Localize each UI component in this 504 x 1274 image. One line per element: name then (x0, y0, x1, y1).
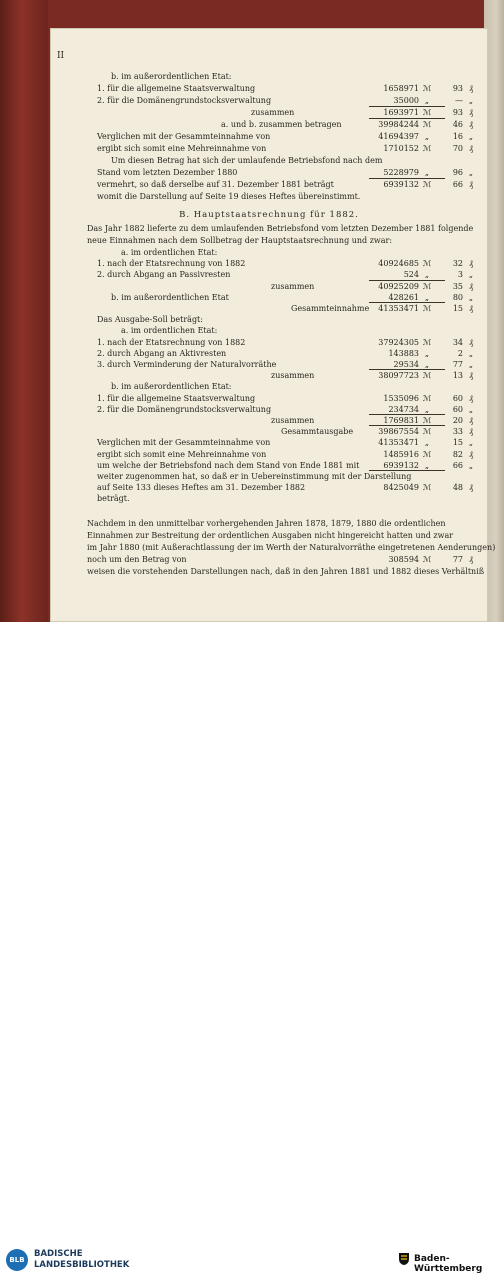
ledger-unit: ℳ (422, 371, 432, 381)
ledger-cur: ₰ (469, 84, 473, 93)
ledger-row (97, 437, 487, 449)
ledger-unit: ℳ (422, 449, 432, 459)
sum-rule (369, 106, 445, 107)
ledger-num: 46 (452, 120, 463, 129)
ledger-amount: 1693971 (383, 108, 419, 117)
ledger-unit: ℳ (422, 281, 432, 291)
ledger-cur: ₰ (469, 337, 473, 347)
ledger-cur: „ (468, 404, 474, 414)
ledger-label: b. im außerordentlichen Etat: (111, 382, 232, 392)
ledger-unit: „ (424, 132, 430, 141)
ledger-cur: „ (468, 438, 474, 448)
sum-rule (369, 178, 445, 179)
ledger-label: 1. für die allgemeine Staatsverwaltung (97, 393, 256, 403)
ledger-row (111, 71, 487, 83)
ledger-unit: „ (424, 96, 430, 105)
ledger-unit: ℳ (422, 393, 432, 403)
ledger-row (271, 370, 487, 382)
ledger-unit: „ (424, 168, 430, 177)
ledger-num: 13 (452, 371, 463, 381)
ledger-amount: 1769831 (383, 416, 419, 425)
ledger-num: 60 (452, 404, 463, 414)
ledger-row (291, 303, 487, 315)
ledger-amount: 40924685 (378, 259, 419, 269)
ledger-num: 33 (452, 427, 463, 437)
ledger-cur: „ (468, 348, 474, 358)
ledger-label: 3. durch Verminderung der Naturalvorräthe (97, 360, 277, 369)
ledger-row (271, 281, 487, 293)
ledger-row (221, 119, 487, 131)
ledger-row (97, 482, 487, 494)
ledger-label: 2. durch Abgang an Passivresten (97, 270, 231, 280)
ledger-unit: ℳ (422, 120, 432, 129)
ledger-num: 93 (452, 84, 463, 93)
ledger-row (281, 426, 487, 438)
ledger-num: 80 (452, 292, 463, 302)
ledger-label: 1. für die allgemeine Staatsverwaltung (97, 84, 256, 93)
ledger-amount: 428261 (388, 292, 419, 302)
ledger-unit: ℳ (422, 144, 432, 153)
bw-crest-icon (398, 1252, 410, 1266)
ledger-label: 2. durch Abgang an Aktivresten (97, 348, 227, 358)
ledger-unit: ℳ (422, 304, 432, 313)
ledger-amount: 6939132 (383, 180, 419, 189)
ledger-cur: ₰ (469, 281, 473, 291)
ledger-label: 1. nach der Etatsrechnung von 1882 (97, 337, 246, 347)
ledger-cur: ₰ (469, 259, 473, 269)
ledger-row (97, 493, 487, 505)
sum-rule (369, 280, 445, 281)
ledger-num: 2 (457, 348, 463, 358)
ledger-cur: „ (468, 460, 474, 470)
document-page (50, 28, 496, 622)
ledger-cur: „ (468, 168, 474, 177)
ledger-unit: „ (424, 348, 430, 358)
blb-logo: BLB (6, 1249, 28, 1271)
ledger-label: auf Seite 133 dieses Heftes am 31. Dezember 1882 (97, 483, 306, 493)
ledger-num: 34 (452, 337, 463, 347)
ledger-unit: ℳ (422, 416, 432, 425)
ledger-unit: ℳ (422, 483, 432, 493)
ledger-amount: 39984244 (378, 120, 419, 129)
sum-rule (369, 425, 445, 426)
ledger-unit: ℳ (422, 84, 432, 93)
ledger-num: 77 (452, 360, 463, 369)
ledger-label: 1. nach der Etatsrechnung von 1882 (97, 259, 246, 269)
ledger-cur: ₰ (469, 371, 473, 381)
ledger-unit: „ (424, 460, 430, 470)
ledger-amount: 41353471 (378, 304, 419, 313)
ledger-num: 66 (452, 180, 463, 189)
ledger-row (121, 325, 487, 337)
ledger-amount: 37924305 (378, 337, 419, 347)
ledger-cur: ₰ (469, 483, 473, 493)
ledger-amount: 234734 (388, 404, 419, 414)
ledger-amount: 35000 (393, 96, 419, 105)
ledger-unit: „ (424, 438, 430, 448)
ledger-label: Das Ausgabe-Soll beträgt: (97, 315, 203, 325)
ledger-num: 96 (452, 168, 463, 177)
ledger-label: ergibt sich somit eine Mehreinnahme von (97, 144, 267, 153)
ledger-num: 3 (457, 270, 463, 280)
ledger-num: 16 (452, 132, 463, 141)
ledger-label: zusammen (251, 108, 295, 117)
ledger-num: 70 (452, 144, 463, 153)
ledger-row (97, 337, 487, 349)
book-spine (0, 0, 48, 622)
closing-line-2: Einnahmen zur Bestreitung der ordentlichen Ausgaben nicht hingereicht hatten und zwar (87, 531, 454, 540)
ledger-label: zusammen (271, 281, 315, 291)
sum-rule (369, 414, 445, 415)
ledger-label: Verglichen mit der Gesammteinnahme von (97, 438, 271, 448)
ledger-num: 93 (452, 108, 463, 117)
ledger-row (121, 247, 487, 259)
ledger-row (97, 83, 487, 95)
ledger-num: 32 (452, 259, 463, 269)
ledger-row (97, 258, 487, 270)
intro-line-1: Das Jahr 1882 lieferte zu dem umlaufenden Betriebsfond vom letzten Dezember 1881 folgende (87, 224, 474, 233)
ledger-amount: 5228979 (383, 168, 419, 177)
ledger-cur: ₰ (469, 180, 473, 189)
state-name: Baden-Württemberg (414, 1254, 483, 1274)
ledger-label: beträgt. (97, 494, 130, 504)
ledger-label: a. im ordentlichen Etat: (121, 248, 218, 257)
ledger-row (97, 314, 487, 326)
ledger-row (97, 348, 487, 360)
sum-rule (369, 118, 445, 119)
ledger-cur: „ (468, 96, 474, 105)
ledger-cur: ₰ (469, 393, 473, 403)
ledger-row (97, 471, 487, 483)
ledger-amount: 40925209 (378, 281, 419, 291)
ledger-label: a. im ordentlichen Etat: (121, 326, 218, 336)
ledger-label: ergibt sich somit eine Mehreinnahme von (97, 449, 267, 459)
ledger-label: b. im außerordentlichen Etat: (111, 72, 232, 81)
ledger-unit: ℳ (422, 427, 432, 437)
ledger-label: a. und b. zusammen betragen (221, 120, 342, 129)
ledger-unit: ℳ (422, 259, 432, 269)
ledger-cur: ₰ (469, 304, 473, 313)
ledger-row (97, 393, 487, 405)
ledger-amount: 29534 (393, 360, 419, 369)
ledger-num: 60 (452, 393, 463, 403)
ledger-unit: „ (424, 270, 430, 280)
ledger-label: 2. für die Domänengrundstocksverwaltung (97, 404, 272, 414)
library-name: BADISCHE LANDESBIBLIOTHEK (34, 1249, 130, 1270)
ledger-unit: „ (424, 360, 430, 369)
ledger-row (97, 449, 487, 461)
ledger-cur: ₰ (469, 427, 473, 437)
sum-rule (369, 302, 445, 303)
ledger-label: b. im außerordentlichen Etat (111, 292, 229, 302)
ledger-label: Um diesen Betrag hat sich der umlaufende Betriebsfond nach dem (111, 156, 383, 165)
closing-line-3: im Jahr 1880 (mit Außerachtlassung der im Werth der Naturalvorräthe eingetretenen Aenderungen) (87, 543, 496, 552)
ledger-label: womit die Darstellung auf Seite 19 dieses Heftes übereinstimmt. (97, 192, 361, 201)
page-number: II (57, 51, 65, 61)
ledger-label: Gesammtausgabe (281, 427, 354, 437)
ledger-num: 15 (452, 304, 463, 313)
ledger-amount: 41694397 (378, 132, 419, 141)
ledger-cur: „ (468, 292, 474, 302)
ledger-amount: 1658971 (383, 84, 419, 93)
ledger-cur: ₰ (469, 144, 473, 153)
ledger-amount: 143883 (388, 348, 419, 358)
ledger-row (97, 179, 487, 191)
ledger-cur: ₰ (469, 449, 473, 459)
section-heading: B. Hauptstaatsrechnung für 1882. (179, 210, 359, 220)
ledger-label: zusammen (271, 416, 315, 425)
ledger-cur: „ (468, 360, 474, 369)
ledger-label: zusammen (271, 371, 315, 381)
ledger-amount: 41353471 (378, 438, 419, 448)
sum-rule (369, 369, 445, 370)
ledger-cur: „ (468, 132, 474, 141)
ledger-unit: ℳ (422, 337, 432, 347)
ledger-num: — (455, 96, 463, 105)
ledger-num: 20 (452, 416, 463, 425)
footer-bar (0, 622, 504, 1274)
ledger-amount: 1485916 (383, 449, 419, 459)
ledger-unit: „ (424, 292, 430, 302)
ledger-row (111, 381, 487, 393)
ledger-amount: 1535096 (383, 393, 419, 403)
ledger-num: 48 (452, 483, 463, 493)
ledger-unit: ℳ (422, 108, 432, 117)
ledger-unit: ℳ (422, 180, 432, 189)
closing-line-4: noch um den Betrag von 308594 ℳ 77 ₰ (87, 555, 473, 564)
ledger-unit: „ (424, 404, 430, 414)
ledger-label: Stand vom letzten Dezember 1880 (97, 168, 238, 177)
ledger-row (97, 143, 487, 155)
ledger-cur: ₰ (469, 416, 473, 425)
intro-line-2: neue Einnahmen nach dem Sollbetrag der Hauptstaatsrechnung und zwar: (87, 236, 393, 245)
closing-line-1: Nachdem in den unmittelbar vorhergehenden Jahren 1878, 1879, 1880 die ordentlichen (87, 519, 446, 528)
ledger-row (97, 191, 487, 203)
ledger-label: Verglichen mit der Gesammteinnahme von (97, 132, 271, 141)
ledger-num: 82 (452, 449, 463, 459)
ledger-cur: „ (468, 270, 474, 280)
ledger-label: Gesammteinnahme (291, 304, 370, 313)
ledger-row (97, 131, 487, 143)
ledger-row (111, 155, 487, 167)
closing-amount: 308594 (388, 555, 419, 564)
ledger-num: 15 (452, 438, 463, 448)
ledger-label: 2. für die Domänengrundstocksverwaltung (97, 96, 272, 105)
closing-line-5: weisen die vorstehenden Darstellungen nach, daß in den Jahren 1881 und 1882 dieses Verhältniß (87, 567, 485, 576)
ledger-label: vermehrt, so daß derselbe auf 31. Dezember 1881 beträgt (97, 180, 334, 189)
ledger-amount: 8425049 (383, 483, 419, 493)
ledger-cur: ₰ (469, 120, 473, 129)
ledger-label: weiter zugenommen hat, so daß er in Uebereinstimmung mit der Darstellung (97, 472, 412, 481)
ledger-num: 35 (452, 281, 463, 291)
ledger-amount: 1710152 (383, 144, 419, 153)
ledger-amount: 38097723 (378, 371, 419, 381)
ledger-num: 66 (452, 460, 463, 470)
ledger-amount: 524 (403, 270, 419, 280)
ledger-amount: 39867554 (378, 427, 419, 437)
sum-rule (369, 470, 445, 471)
ledger-cur: ₰ (469, 108, 473, 117)
ledger-amount: 6939132 (383, 460, 419, 470)
ledger-label: um welche der Betriebsfond nach dem Stand von Ende 1881 mit (97, 460, 360, 470)
